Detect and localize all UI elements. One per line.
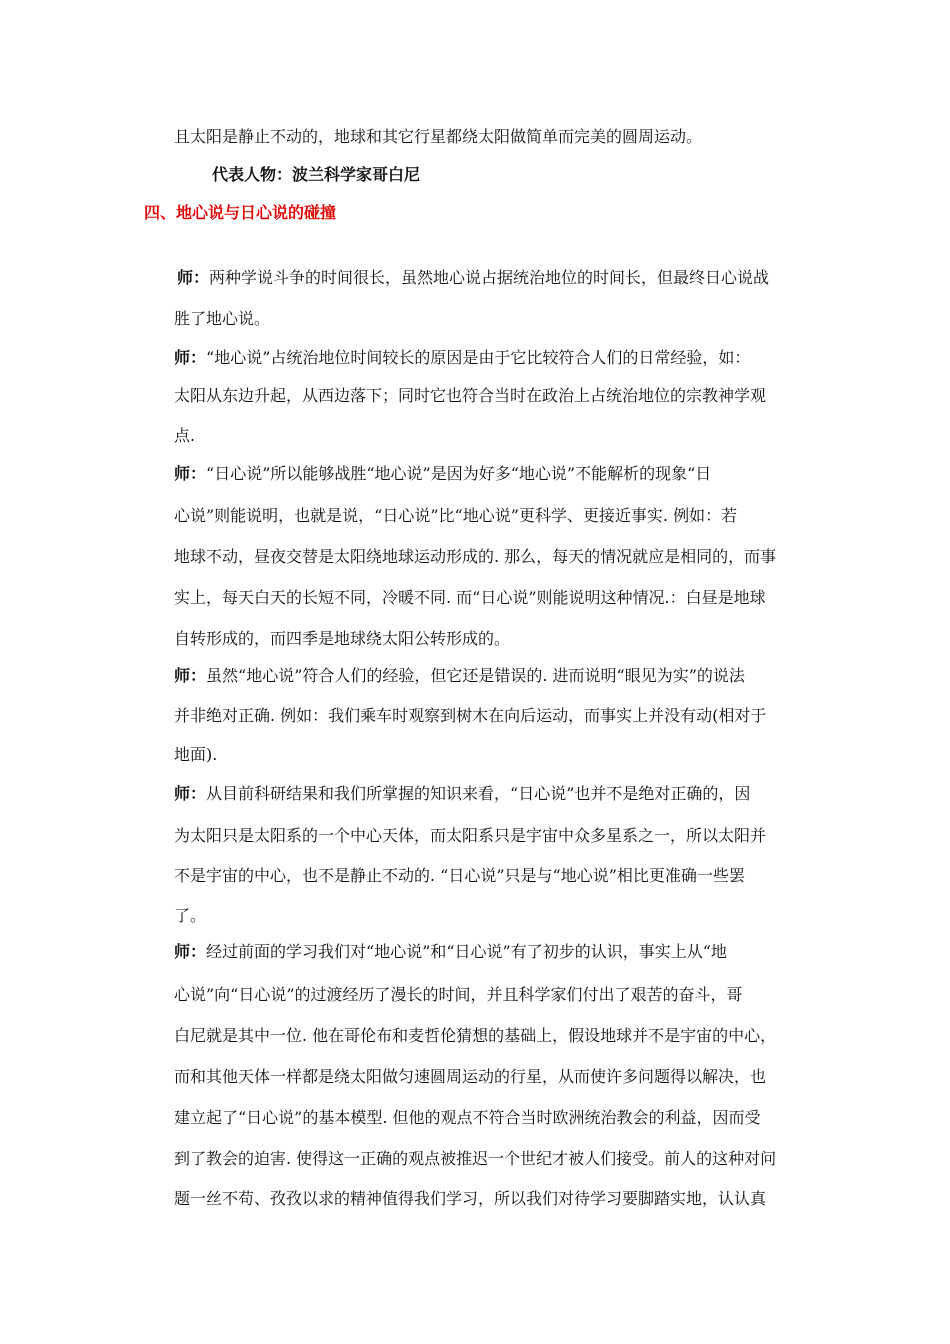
speaker-label: 师： xyxy=(174,942,207,961)
paragraph-text: “日心说”所以能够战胜“地心说”是因为好多“地心说”不能解析的现象“日 xyxy=(206,464,712,483)
paragraph-3-line-3: 地球不动，昼夜交替是太阳绕地球运动形成的. 那么，每天的情况就应是相同的，而事 xyxy=(174,547,777,566)
paragraph-text: “地心说”占统治地位时间较长的原因是由于它比较符合人们的日常经验，如： xyxy=(206,348,751,367)
section-heading: 四、地心说与日心说的碰撞 xyxy=(144,203,337,222)
paragraph-4-line-2: 并非绝对正确. 例如：我们乘车时观察到树木在向后运动，而事实上并没有动(相对于 xyxy=(174,706,767,725)
paragraph-2-line-2: 太阳从东边升起，从西边落下；同时它也符合当时在政治上占统治地位的宗教神学观 xyxy=(174,386,767,405)
paragraph-5-line-4: 了。 xyxy=(174,906,207,925)
speaker-label: 师： xyxy=(174,666,207,685)
paragraph-4-line-1 xyxy=(174,666,814,686)
paragraph-6-line-2: 心说”向“日心说”的过渡经历了漫长的时间，并且科学家们付出了艰苦的奋斗，哥 xyxy=(174,985,743,1004)
speaker-label: 师： xyxy=(174,784,207,803)
paragraph-3-line-2: 心说”则能说明，也就是说，“日心说”比“地心说”更科学、更接近事实. 例如：若 xyxy=(174,506,738,525)
paragraph-1-line-2: 胜了地心说。 xyxy=(174,309,271,328)
paragraph-text: 虽然“地心说”符合人们的经验，但它还是错误的. 进而说明“眼见为实”的说法 xyxy=(206,666,745,685)
speaker-label: 师： xyxy=(174,348,207,367)
paragraph-4-line-3: 地面). xyxy=(174,745,218,764)
paragraph-text: 从目前科研结果和我们所掌握的知识来看，“日心说”也并不是绝对正确的，因 xyxy=(206,784,751,803)
paragraph-6-line-5: 建立起了“日心说”的基本模型. 但他的观点不符合当时欧洲统治教会的利益，因而受 xyxy=(174,1108,761,1127)
paragraph-3-line-4: 实上，每天白天的长短不同，冷暖不同. 而“日心说”则能说明这种情况.：白昼是地球 xyxy=(174,588,766,607)
paragraph-3-line-1 xyxy=(174,464,814,484)
paragraph-3-line-5: 自转形成的，而四季是地球绕太阳公转形成的。 xyxy=(174,629,511,648)
paragraph-5-line-1 xyxy=(174,784,814,804)
paragraph-6-line-1 xyxy=(174,942,814,962)
paragraph-6-line-4: 而和其他天体一样都是绕太阳做匀速圆周运动的行星，从而使许多问题得以解决，也 xyxy=(174,1067,767,1086)
speaker-label: 师： xyxy=(177,268,210,287)
paragraph-1-line-1 xyxy=(177,268,817,288)
intro-line: 且太阳是静止不动的，地球和其它行星都绕太阳做简单而完美的圆周运动。 xyxy=(174,127,703,146)
paragraph-2-line-3: 点. xyxy=(174,426,196,445)
paragraph-5-line-3: 不是宇宙的中心，也不是静止不动的. “日心说”只是与“地心说”相比更准确一些罢 xyxy=(174,866,745,885)
paragraph-5-line-2: 为太阳只是太阳系的一个中心天体，而太阳系只是宇宙中众多星系之一，所以太阳并 xyxy=(174,826,767,845)
paragraph-6-line-6: 到了教会的迫害. 使得这一正确的观点被推迟一个世纪才被人们接受。前人的这种对问 xyxy=(174,1149,777,1168)
representative-line: 代表人物：波兰科学家哥白尼 xyxy=(212,165,421,184)
speaker-label: 师： xyxy=(174,464,207,483)
paragraph-6-line-3: 白尼就是其中一位. 他在哥伦布和麦哲伦猜想的基础上，假设地球并不是宇宙的中心， xyxy=(174,1026,777,1045)
paragraph-text: 经过前面的学习我们对“地心说”和“日心说”有了初步的认识，事实上从“地 xyxy=(206,942,727,961)
paragraph-text: 两种学说斗争的时间很长，虽然地心说占据统治地位的时间长，但最终日心说战 xyxy=(209,268,770,287)
paragraph-2-line-1 xyxy=(174,348,814,368)
paragraph-6-line-7: 题一丝不苟、孜孜以求的精神值得我们学习，所以我们对待学习要脚踏实地，认认真 xyxy=(174,1189,767,1208)
